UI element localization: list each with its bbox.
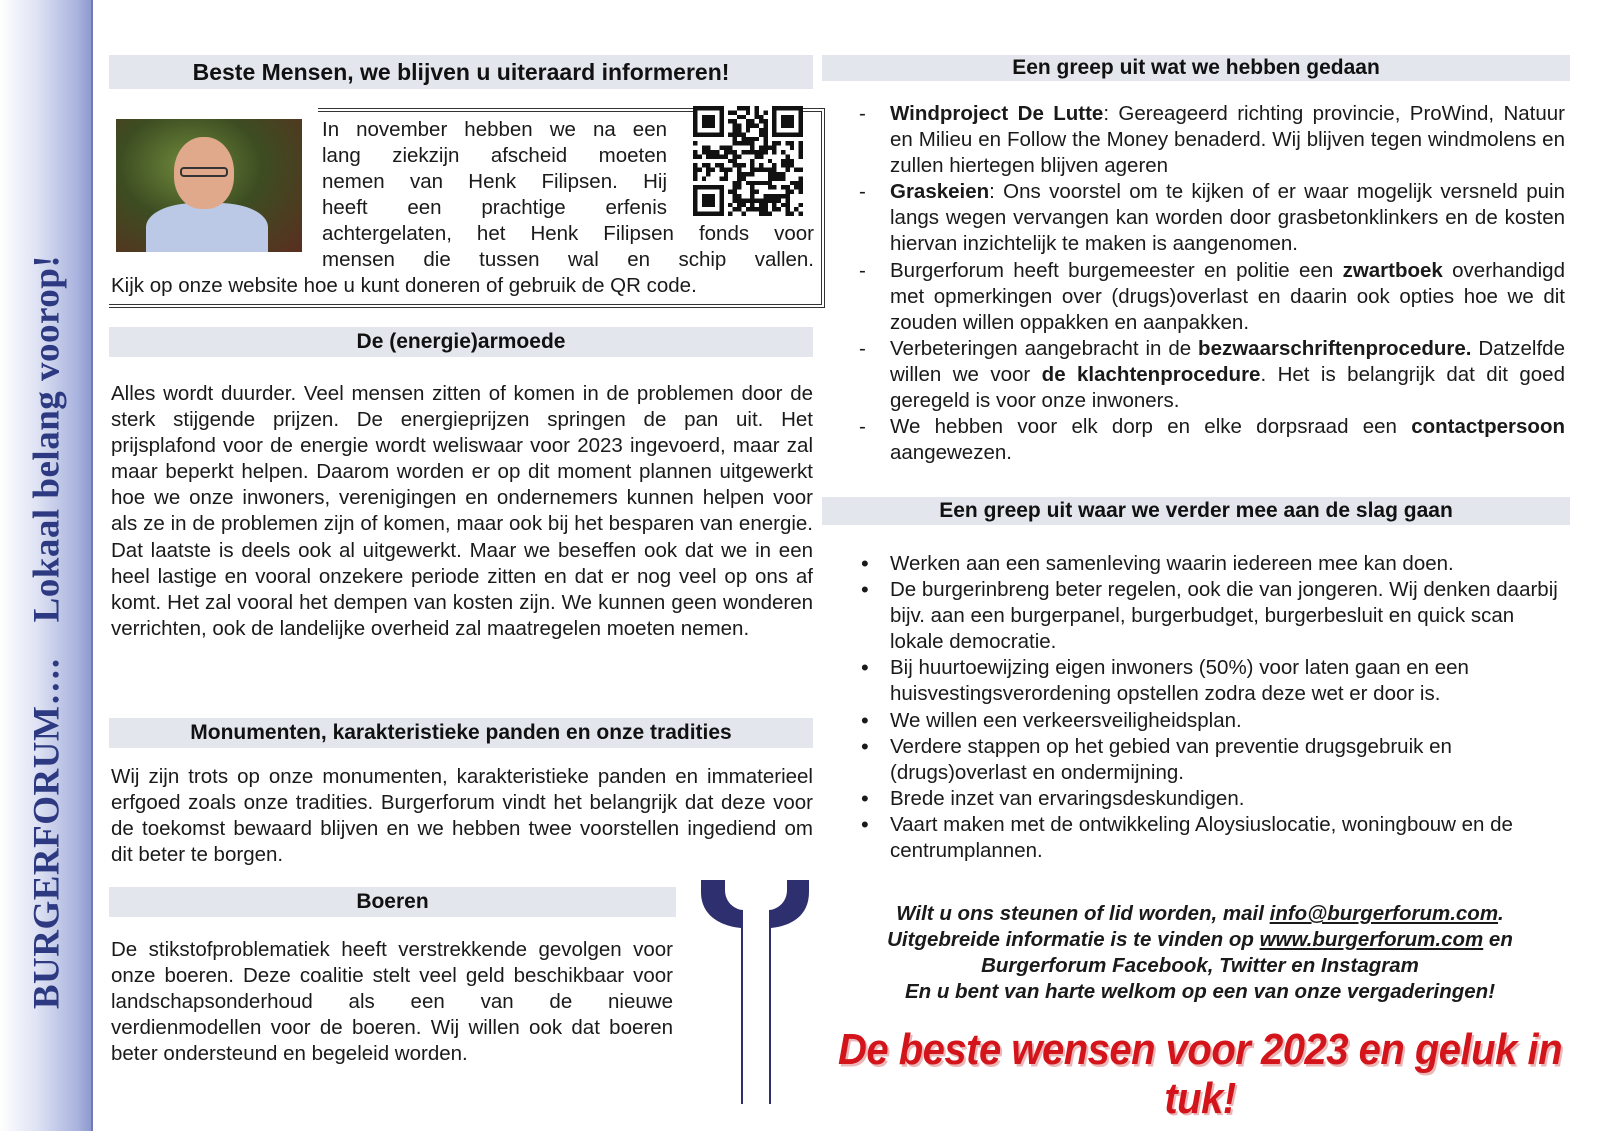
done-heading: Een greep uit wat we hebben gedaan	[822, 55, 1570, 81]
list-item: • We willen een verkeersveiligheidsplan.	[855, 708, 1565, 734]
energy-paragraph: Alles wordt duurder. Veel mensen zitten of komen in de problemen door de sterk stijgende prijzen. De energieprijzen springen de pan uit. Het prijsplafond voor de energie wordt weliswaar voor 2023 ingevoerd, maar zal maar beperkt helpen. Daarom worden er op dit moment plannen uitgewerkt hoe we onze inwoners, verenigingen en ondernemers kunnen helpen voor als ze in de problemen zijn of komen, maar ook bij het besparen van energie. Dat laatste is deels ook al uitgewerkt. Maar we beseffen ook dat we in een heel lastige en vooral onzekere periode zitten en dat er nog veel op ons af komt. Het zal vooral het dempen van kosten zijn. We kunnen geen wonderen verrichten, ook de landelijke overheid zal maatregelen moeten nemen.	[111, 382, 813, 640]
item-text: Datzelfde willen we voor	[890, 336, 1565, 386]
item-text: overhandigd met opmerkingen over (drugs)overlast en daarin ook opties hoe we dit zouden willen oppakken en aanpakken.	[890, 258, 1565, 334]
list-item	[855, 336, 1565, 414]
burgerforum-logo	[697, 880, 813, 1104]
contact-line	[830, 927, 1570, 953]
sidebar-brand: BURGERFORUM….	[26, 658, 68, 1010]
sidebar-motto: Lokaal belang voorop!	[26, 254, 68, 623]
done-list	[855, 101, 1565, 466]
sidebar-banner	[0, 0, 93, 1131]
sidebar-slogan	[26, 255, 69, 1009]
item-text: Burgerforum heeft burgemeester en politie een	[890, 258, 1343, 282]
item-text: : Gereageerd richting provincie, ProWind, Natuur en Milieu en Follow the Money benaderd. Wij blijven tegen windmolens en zullen hiertegen blijven ageren	[890, 102, 1565, 178]
intro-text-line: In november hebben we na een	[322, 118, 667, 141]
photo-shirt	[146, 203, 268, 252]
intro-heading: Beste Mensen, we blijven u uiteraard informeren!	[109, 55, 813, 89]
list-item: • Verdere stappen op het gebied van preventie drugsgebruik en (drugs)overlast en ondermijning.	[855, 734, 1565, 786]
contact-line	[830, 901, 1570, 927]
item-bold: Windproject De Lutte	[890, 102, 1104, 125]
farmers-heading: Boeren	[109, 887, 676, 917]
new-year-wishes: De beste wensen voor 2023 en geluk in tuk!	[838, 1026, 1562, 1123]
logo-text: BURGERFORUM	[746, 928, 765, 1070]
email-link[interactable]: info@burgerforum.com	[1269, 902, 1499, 925]
intro-text-line: Kijk op onze website hoe u kunt doneren of gebruik de QR code.	[111, 274, 697, 297]
list-item: • De burgerinbreng beter regelen, ook die van jongeren. Wij denken daarbij bijv. aan een burgerpanel, burgerbudget, burgerbesluit en quick scan lokale democratie.	[855, 577, 1565, 655]
energy-heading: De (energie)armoede	[109, 327, 813, 357]
item-bold: bezwaarschriftenprocedure.	[1198, 336, 1472, 360]
intro-text-line: lang ziekzijn afscheid moeten	[322, 144, 667, 167]
farmers-paragraph: De stikstofproblematiek heeft verstrekkende gevolgen voor onze boeren. Deze coalitie stelt veel geld beschikbaar voor landschapsonderhoud als een van de nieuwe verdienmodellen voor de boeren. Wij willen ook dat boeren beter ondersteund en begeleid worden.	[111, 938, 673, 1066]
list-item	[855, 414, 1565, 466]
list-item: • Brede inzet van ervaringsdeskundigen.	[855, 786, 1565, 812]
intro-frame-bottom	[109, 304, 321, 308]
item-bold: de klachtenprocedure	[1041, 362, 1261, 386]
intro-text-line: mensen die tussen wal en schip vallen.	[322, 248, 814, 271]
list-item	[855, 101, 1565, 179]
website-link[interactable]: www.burgerforum.com	[1259, 928, 1484, 951]
plans-list	[855, 551, 1565, 864]
intro-text-line: heeft een prachtige erfenis	[322, 196, 667, 219]
contact-line: Burgerforum Facebook, Twitter en Instagram	[981, 954, 1419, 977]
item-text: Verbeteringen aangebracht in de	[890, 336, 1199, 360]
list-item: • Bij huurtoewijzing eigen inwoners (50%) voor laten gaan en een huisvestingsverordening opstellen zodra deze wet er door is.	[855, 655, 1565, 707]
item-bold: contactpersoon	[1411, 415, 1565, 439]
list-item	[855, 179, 1565, 257]
item-bold: Graskeien	[890, 180, 990, 204]
intro-text-line: nemen van Henk Filipsen. Hij	[322, 170, 667, 193]
intro-text-line: achtergelaten, het Henk Filipsen fonds voor	[322, 222, 814, 245]
monuments-paragraph: Wij zijn trots op onze monumenten, karakteristieke panden en immaterieel erfgoed zoals onze tradities. Burgerforum vindt het belangrijk dat deze voor de toekomst bewaard blijven en we hebben twee voorstellen ingediend om dit beter te borgen.	[111, 765, 813, 867]
list-item: • Werken aan een samenleving waarin iedereen mee kan doen.	[855, 551, 1565, 577]
plans-heading: Een greep uit waar we verder mee aan de slag gaan	[822, 497, 1570, 525]
contact-text: en	[1483, 928, 1513, 951]
contact-block	[830, 901, 1570, 1005]
contact-line: En u bent van harte welkom op een van onze vergaderingen!	[904, 980, 1496, 1003]
monuments-heading: Monumenten, karakteristieke panden en onze tradities	[109, 718, 813, 748]
item-text: We hebben voor elk dorp en elke dorpsraad een	[890, 415, 1412, 439]
item-text: : Ons voorstel om te kijken of er waar mogelijk versneld puin langs wegen vervangen kan worden door grasbetonklinkers en de kosten hiervan inzichtelijk te maken is aangenomen.	[890, 180, 1565, 256]
contact-text: .	[1498, 902, 1504, 925]
item-bold: zwartboek	[1342, 258, 1443, 282]
contact-text: Wilt u ons steunen of lid worden, mail	[896, 902, 1270, 925]
photo-glasses	[180, 167, 228, 177]
contact-text: Uitgebreide informatie is te vinden op	[887, 928, 1260, 951]
portrait-photo	[116, 119, 302, 252]
list-item	[855, 258, 1565, 336]
item-text: . Het is belangrijk dat dit goed geregeld is voor onze inwoners.	[890, 362, 1565, 413]
item-text: aangewezen.	[890, 441, 1012, 465]
qr-code[interactable]	[693, 106, 803, 216]
list-item: • Vaart maken met de ontwikkeling Aloysiuslocatie, woningbouw en de centrumplannen.	[855, 812, 1565, 864]
